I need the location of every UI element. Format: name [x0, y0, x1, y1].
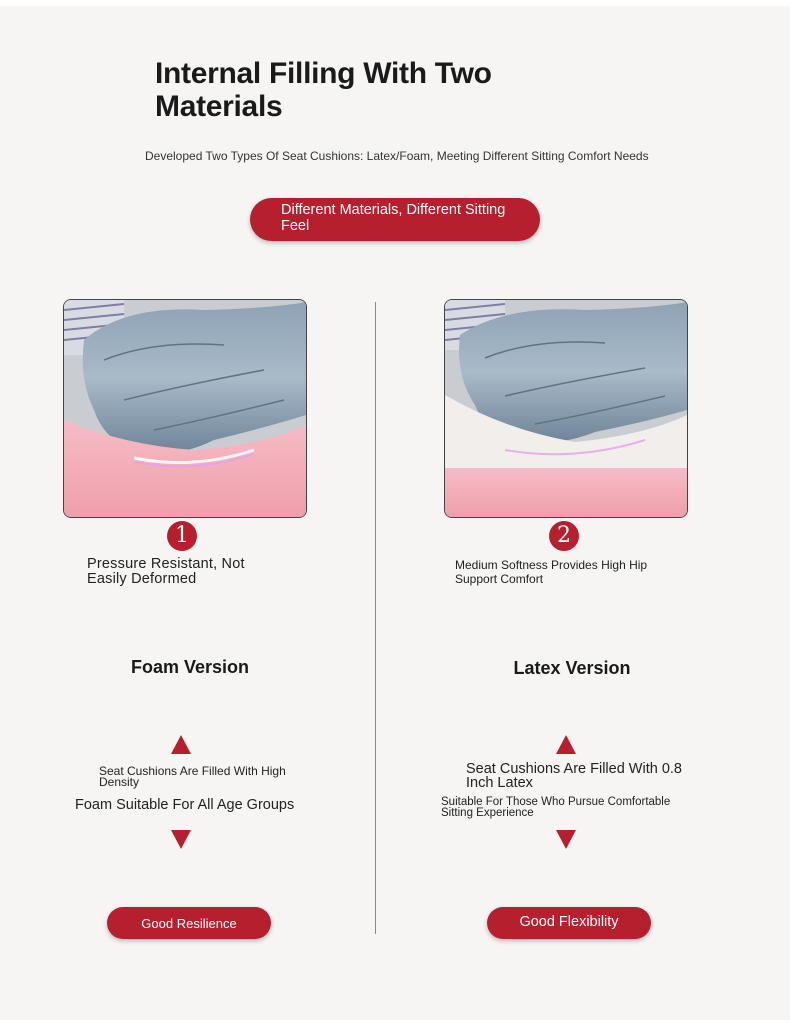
step-number-2: 2 — [549, 521, 579, 551]
foam-age-text: Foam Suitable For All Age Groups — [75, 797, 295, 813]
foam-cushion-illustration — [64, 300, 306, 517]
triangle-up-icon — [556, 735, 576, 754]
latex-cushion-illustration — [445, 300, 687, 517]
latex-fill-text: Seat Cushions Are Filled With 0.8 Inch Latex — [466, 761, 682, 791]
good-flexibility-label: Good Flexibility — [519, 914, 619, 930]
foam-base-shape — [445, 468, 687, 517]
good-resilience-button — [107, 907, 271, 939]
latex-experience-text: Suitable For Those Who Pursue Comfortable Sitting Experience — [441, 796, 671, 819]
materials-badge-label: Different Materials, Different Sitting Feel — [281, 202, 506, 234]
column-divider — [375, 302, 376, 934]
good-resilience-label: Good Resilience — [141, 916, 237, 931]
page-subtitle: Developed Two Types Of Seat Cushions: Latex/Foam, Meeting Different Sitting Comfort Needs — [145, 149, 649, 163]
foam-version-heading: Foam Version — [130, 657, 250, 677]
page-title: Internal Filling With Two Materials — [155, 57, 492, 123]
triangle-down-icon — [171, 830, 191, 849]
bottom-band — [0, 1020, 790, 1025]
foam-feature-text: Pressure Resistant, Not Easily Deformed — [87, 556, 245, 587]
materials-badge — [250, 198, 540, 241]
latex-version-heading: Latex Version — [513, 658, 631, 678]
good-flexibility-button — [487, 907, 651, 939]
foam-cushion-photo — [63, 299, 307, 518]
latex-feature-text: Medium Softness Provides High Hip Support Comfort — [455, 558, 648, 586]
top-band — [0, 0, 790, 6]
step-number-1: 1 — [167, 521, 197, 551]
triangle-up-icon — [171, 735, 191, 754]
latex-cushion-photo — [444, 299, 688, 518]
foam-fill-text: Seat Cushions Are Filled With High Density — [99, 764, 286, 789]
triangle-down-icon — [556, 830, 576, 849]
